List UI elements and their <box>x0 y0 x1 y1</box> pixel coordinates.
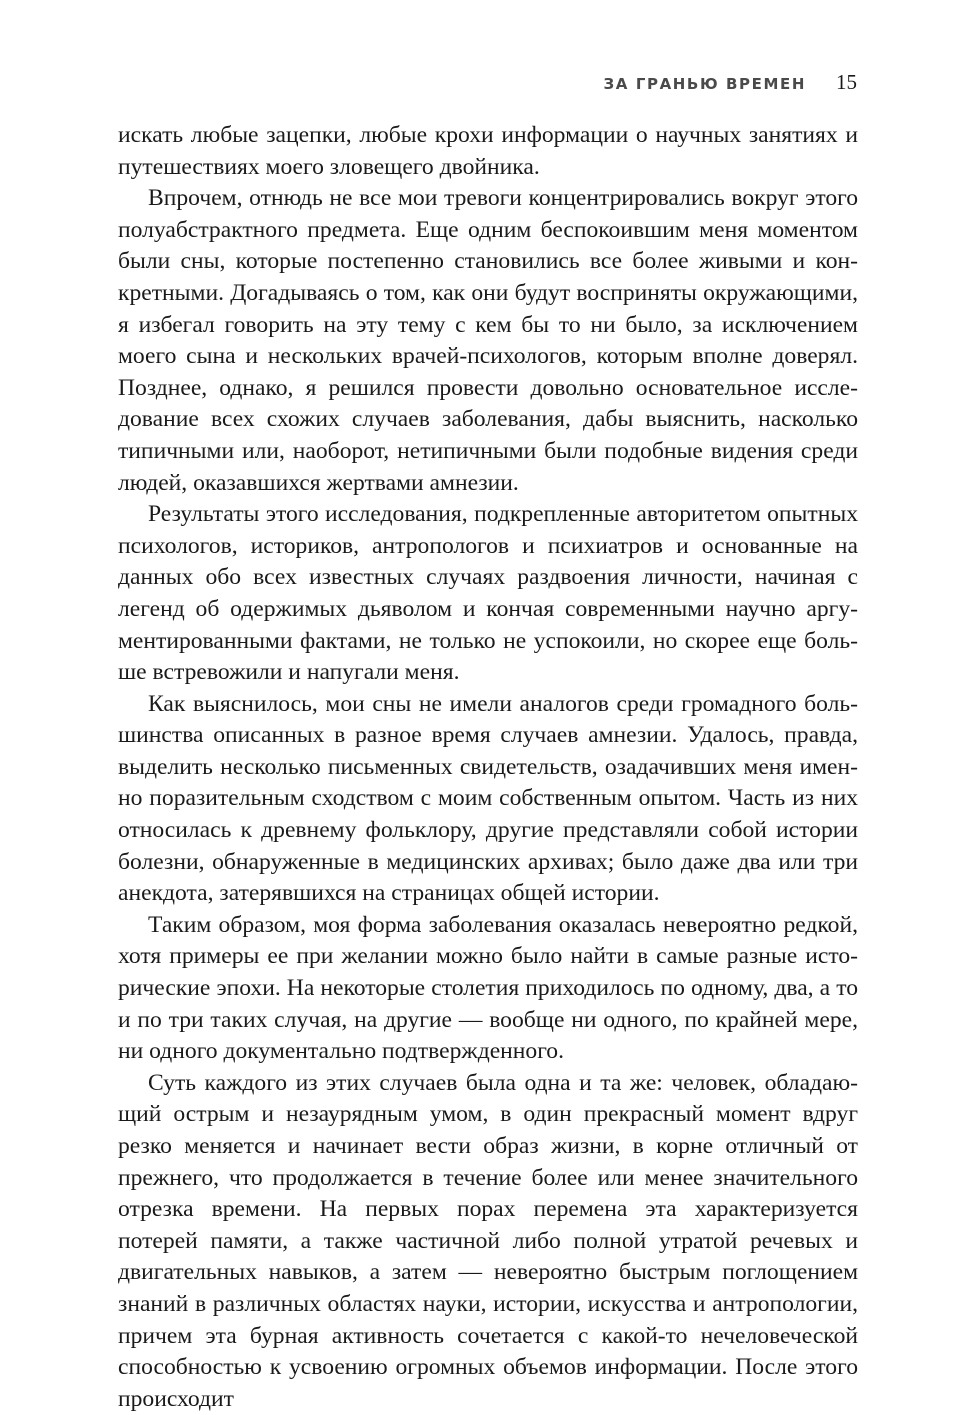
paragraph: Результаты этого исследования, подкрепленные авторитетом опытных психологов, историков, антропологов и психиатров и основанные на данных обо всех известных случаях раздвоения личности, начиная с легенд об одержимых дьяволом и кончая современными научно аргументированными фактами, не только не успокоили, но скорее еще больше встревожили и напугали меня. <box>118 501 858 686</box>
paragraph: Как выяснилось, мои сны не имели аналогов среди громадного большинства описанных в разное время случаев амнезии. Удалось, правда, выделить несколько письменных свидетельств, озадачивших меня именно поразительным сходством с моим собственным опытом. Часть из них относилась к древнему фольклору, другие представляли собой истории болезни, обнаруженные в медицинских архивах; было даже два или три анекдота, затерявшихся на страницах общей истории. <box>118 690 858 907</box>
paragraph: искать любые зацепки, любые крохи информации о научных занятиях и путешествиях моего зловещего двойника. <box>118 122 858 180</box>
running-head-title: ЗА ГРАНЬЮ ВРЕМЕН <box>603 75 806 93</box>
page-number: 15 <box>836 70 857 94</box>
running-head <box>604 70 857 98</box>
paragraph: Суть каждого из этих случаев была одна и та же: человек, обладающий острым и незаурядным умом, в один прекрасный момент вдруг резко меняется и начинает вести образ жизни, в корне отличный от прежнего, что продолжается в течение более или менее значительного отрезка времени. На первых порах перемена эта характеризуется потерей памяти, а также частичной либо полной утратой речевых и двигательных навыков, а затем — невероятно быстрым поглощением знаний в различных областях науки, истории, искусства и антропологии, причем эта бурная активность сочетается с какой-то нечеловеческой способностью к усвоению огромных объемов информации. После этого происходит <box>118 1069 858 1412</box>
paragraph: Таким образом, моя форма заболевания оказалась невероятно редкой, хотя примеры ее при желании можно было найти в самые разные исторические эпохи. На некоторые столетия приходилось по одному, два, а то и по три таких случая, на другие — вообще ни одного, по крайней мере, ни одного документально подтвержденного. <box>118 911 858 1065</box>
paragraph: Впрочем, отнюдь не все мои тревоги концентрировались вокруг этого полуабстрактного предмета. Еще одним беспокоившим меня моментом были сны, которые постепенно становились все более живыми и конкретными. Догадываясь о том, как они будут восприняты окружающими, я избегал говорить на эту тему с кем бы то ни было, за исключением моего сына и нескольких врачей-психологов, которым вполне доверял. Позднее, однако, я решился провести довольно основательное исследование всех схожих случаев заболевания, дабы выяснить, насколько типичными или, наоборот, нетипичными были подобные видения среди людей, оказавшихся жертвами амнезии. <box>118 185 858 496</box>
body-text <box>118 120 858 1415</box>
